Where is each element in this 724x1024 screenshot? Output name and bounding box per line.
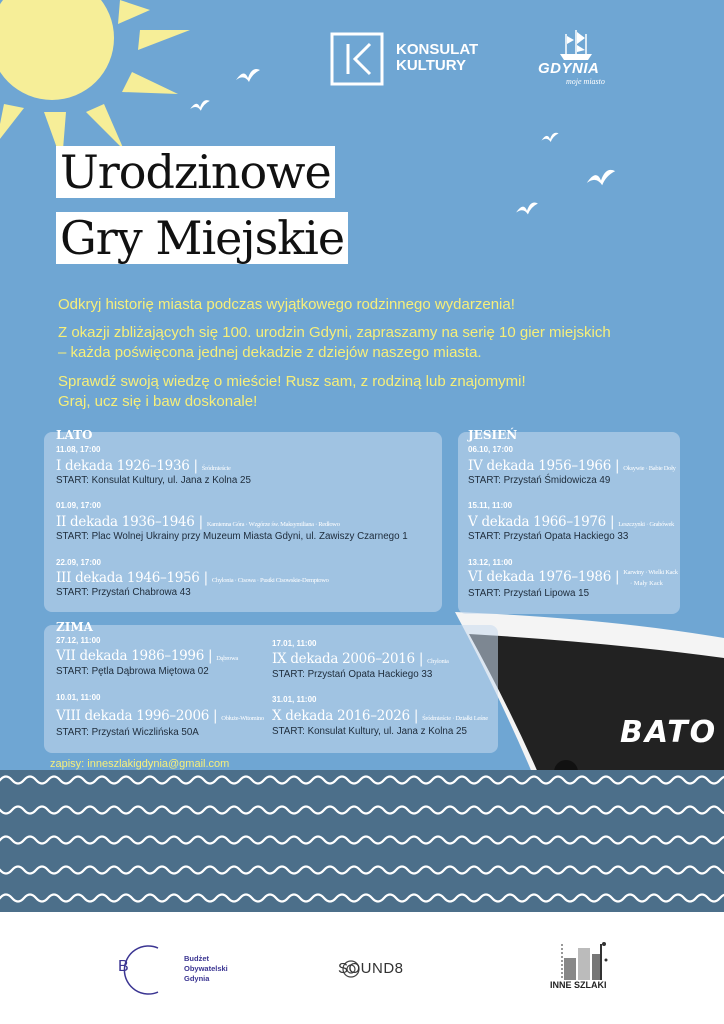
event-decade [56,458,231,474]
decade-title: II dekada 1936–1946 [56,514,195,530]
event-date: 13.12, 11:00 [468,558,513,567]
seagull-icon [234,64,262,86]
district: Karwiny · Wielki Kack [623,569,678,576]
separator: | [418,651,424,667]
district-continued: · Mały Kack [630,580,663,587]
decade-title: VIII dekada 1996–2006 [56,708,210,724]
event-decade [272,651,449,667]
district: Leszczynki · Grabówek [618,521,674,528]
separator: | [213,708,218,724]
event-decade [468,458,676,474]
budzet-line1: Budżet [184,954,209,963]
event-date: 15.11, 11:00 [468,501,513,510]
intro-paragraph-3b: Graj, ucz się i baw doskonale! [58,393,258,410]
event-date: 10.01, 11:00 [56,693,101,702]
event-decade [468,514,674,530]
intro-paragraph-2b: – każda poświęcona jednej dekadzie z dziejów naszego miasta. [58,344,482,361]
signup-email[interactable]: zapisy: inneszlakigdynia@gmail.com [50,758,230,770]
ship-name: BATO [620,715,718,750]
event-decade [56,570,329,586]
jesien-label: JESIEŃ [468,428,518,442]
decade-title: X dekada 2016–2026 [272,708,410,724]
gdynia-tagline: moje miasto [566,77,605,86]
konsulat-kultury-logo [330,32,510,86]
intro-paragraph-3a: Sprawdź swoją wiedzę o mieście! Rusz sam, z rodziną lub znajomymi! [58,373,526,390]
district: Chylonia [427,658,449,665]
seagull-icon [512,198,542,218]
konsulat-line1: KONSULAT [396,41,479,58]
event-decade [56,514,340,530]
event-date: 22.09, 17:00 [56,558,101,567]
separator: | [203,570,208,586]
event-date: 06.10, 17:00 [468,445,513,454]
separator: | [208,648,213,664]
district: Obłuże-Witomino [221,715,264,722]
sea-waves [0,770,724,912]
konsulat-line2: KULTURY [396,57,466,74]
intro-paragraph-1: Odkryj historię miasta podczas wyjątkowego rodzinnego wydarzenia! [58,296,515,313]
budzet-line2: Obywatelski [184,964,228,973]
decade-title: VI dekada 1976–1986 [468,569,611,585]
title-line-1: Urodzinowe [56,146,335,198]
event-start: START: Plac Wolnej Ukrainy przy Muzeum Miasta Gdyni, ul. Zawiszy Czarnego 1 [56,531,408,542]
decade-title: IX dekada 2006–2016 [272,651,415,667]
lato-label: LATO [56,428,93,442]
separator: | [413,708,419,724]
event-start: START: Konsulat Kultury, ul. Jana z Kolna 25 [272,726,467,737]
event-date: 31.01, 11:00 [272,695,317,704]
event-start: START: Przystań Śmidowicza 49 [468,475,611,486]
konsulat-k-icon [330,32,384,86]
event-start: START: Przystań Chabrowa 43 [56,587,191,598]
footer [0,912,724,1024]
event-date: 27.12, 11:00 [56,636,101,645]
gdynia-logo [536,30,616,86]
district: Kamienna Góra · Wzgórze św. Maksymiliana · Redłowo [206,521,340,528]
separator: | [193,458,198,474]
zima-label: ZIMA [56,620,93,634]
decade-title: IV dekada 1956–1966 [468,458,611,474]
budzet-letter: B [118,958,129,975]
decade-title: VII dekada 1986–1996 [56,648,205,664]
event-date: 17.01, 11:00 [272,639,317,648]
separator: | [198,514,203,530]
event-decade [272,708,488,724]
event-decade [56,708,264,724]
event-start: START: Pętla Dąbrowa Miętowa 02 [56,666,209,677]
gdynia-wordmark: GDYNIA [538,60,600,77]
decade-title: I dekada 1926–1936 [56,458,190,474]
separator: | [609,514,615,530]
seagull-icon [188,96,212,114]
sound8-logo [338,958,404,975]
separator: | [614,569,620,585]
budzet-obywatelski-logo [118,940,228,1000]
decade-title: V dekada 1966–1976 [468,514,606,530]
decade-title: III dekada 1946–1956 [56,570,200,586]
title-line-2: Gry Miejskie [56,212,348,264]
event-start: START: Przystań Wiczlińska 50A [56,727,199,738]
intro-paragraph-2a: Z okazji zbliżających się 100. urodzin Gdyni, zapraszamy na serię 10 gier miejskich [58,324,611,341]
event-start: START: Przystań Opata Hackiego 33 [272,669,433,680]
seagull-icon [580,164,622,190]
budzet-line3: Gdynia [184,974,210,983]
event-start: START: Przystań Lipowa 15 [468,588,590,599]
event-start: START: Konsulat Kultury, ul. Jana z Kolna 25 [56,475,251,486]
district: Śródmieście · Działki Leśne [422,715,488,722]
district: Śródmieście [201,465,231,472]
separator: | [614,458,620,474]
seagull-icon [540,128,560,146]
district: Chylonia · Cisowa · Pustki Cisowskie-Demptowo [211,577,329,584]
event-date: 01.09, 17:00 [56,501,101,510]
district: Dąbrowa [216,655,238,662]
sound8-wordmark: SOUND8 [338,960,404,977]
city-blocks-icon [554,942,610,982]
inne-szlaki-wordmark: INNE SZLAKI [550,980,607,990]
event-date: 11.08, 17:00 [56,445,101,454]
event-decade [56,648,238,664]
sailing-ship-icon [558,30,594,62]
event-start: START: Przystań Opata Hackiego 33 [468,531,629,542]
district: Oksywie · Babie Doły [623,465,676,472]
inne-szlaki-logo [546,942,610,994]
